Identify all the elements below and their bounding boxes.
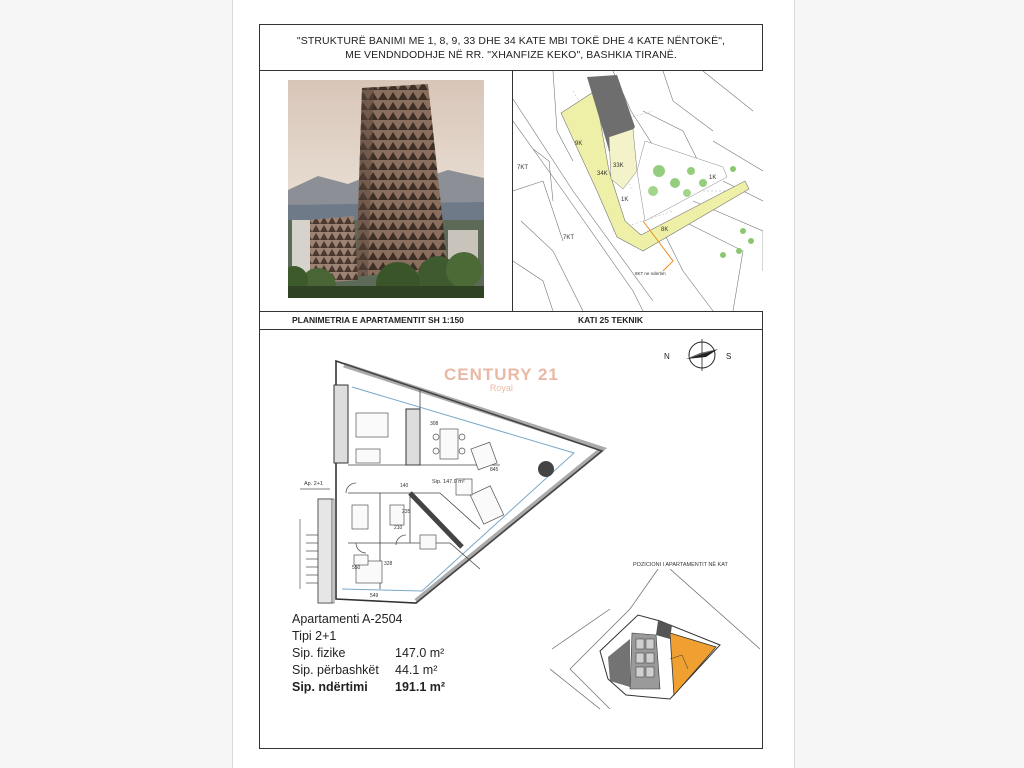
dim-328: 328 xyxy=(384,561,393,567)
map-label-8k: 8K xyxy=(661,227,669,233)
location-map xyxy=(512,71,763,311)
apartment-type: Tipi 2+1 xyxy=(292,629,337,643)
unit-label: Ap. 2+1 xyxy=(304,481,324,487)
plan-title: PLANIMETRIA E APARTAMENTIT SH 1:150 xyxy=(292,315,464,325)
map-label-1k-b: 1K xyxy=(709,175,717,181)
apartment-name: Apartamenti A-2504 xyxy=(292,612,403,626)
map-label-7kt-bottom: 7KT xyxy=(563,235,575,241)
left-margin xyxy=(0,0,233,768)
dim-549: 549 xyxy=(370,593,379,599)
area-row-label: Sip. fizike xyxy=(292,646,346,660)
floor-title: KATI 25 TEKNIK xyxy=(578,315,644,325)
watermark-text: CENTURY 21 xyxy=(444,365,559,384)
map-label-8kt: 8KT ne ndertim xyxy=(635,271,666,276)
map-label-34k: 34K xyxy=(597,171,608,177)
map-label-7kt-left: 7KT xyxy=(517,165,529,171)
top-row xyxy=(260,71,762,312)
area-row-value: 147.0 m² xyxy=(395,646,445,660)
dim-140: 140 xyxy=(400,483,409,489)
area-row-value: 191.1 m² xyxy=(395,680,446,694)
right-margin xyxy=(794,0,1024,768)
building-render-image xyxy=(288,80,484,298)
dim-210: 210 xyxy=(394,525,403,531)
compass-n-label: N xyxy=(664,352,670,361)
header-line-1: "STRUKTURË BANIMI ME 1, 8, 9, 33 DHE 34 KATE MBI TOKË DHE 4 KATE NËNTOKË", xyxy=(296,35,726,47)
compass-s-label: S xyxy=(726,352,732,361)
area-row-label: Sip. ndërtimi xyxy=(292,680,368,694)
map-label-1k-a: 1K xyxy=(621,197,629,203)
header-line-2: ME VENDNDODHJE NË RR. "XHANFIZE KEKO", BASHKIA TIRANË. xyxy=(345,49,677,61)
position-key-plan xyxy=(550,569,762,709)
floor-plan-section xyxy=(260,329,762,748)
map-label-33k: 33K xyxy=(613,163,624,169)
dim-845: 845 xyxy=(490,467,499,473)
document-sheet xyxy=(259,24,763,749)
plan-title-row xyxy=(260,311,762,330)
area-row-value: 44.1 m² xyxy=(395,663,438,677)
dim-308: 308 xyxy=(430,421,439,427)
document-header xyxy=(260,25,762,71)
map-label-9k: 9K xyxy=(575,141,583,147)
dim-235: 235 xyxy=(402,509,411,515)
area-label: Sip. 147.0 m² xyxy=(432,479,465,485)
position-title: POZICIONI I APARTAMENTIT NË KAT xyxy=(633,562,728,568)
area-row-label: Sip. përbashkët xyxy=(292,663,379,677)
watermark-sub: Royal xyxy=(489,383,513,393)
dim-550: 550 xyxy=(352,565,361,571)
